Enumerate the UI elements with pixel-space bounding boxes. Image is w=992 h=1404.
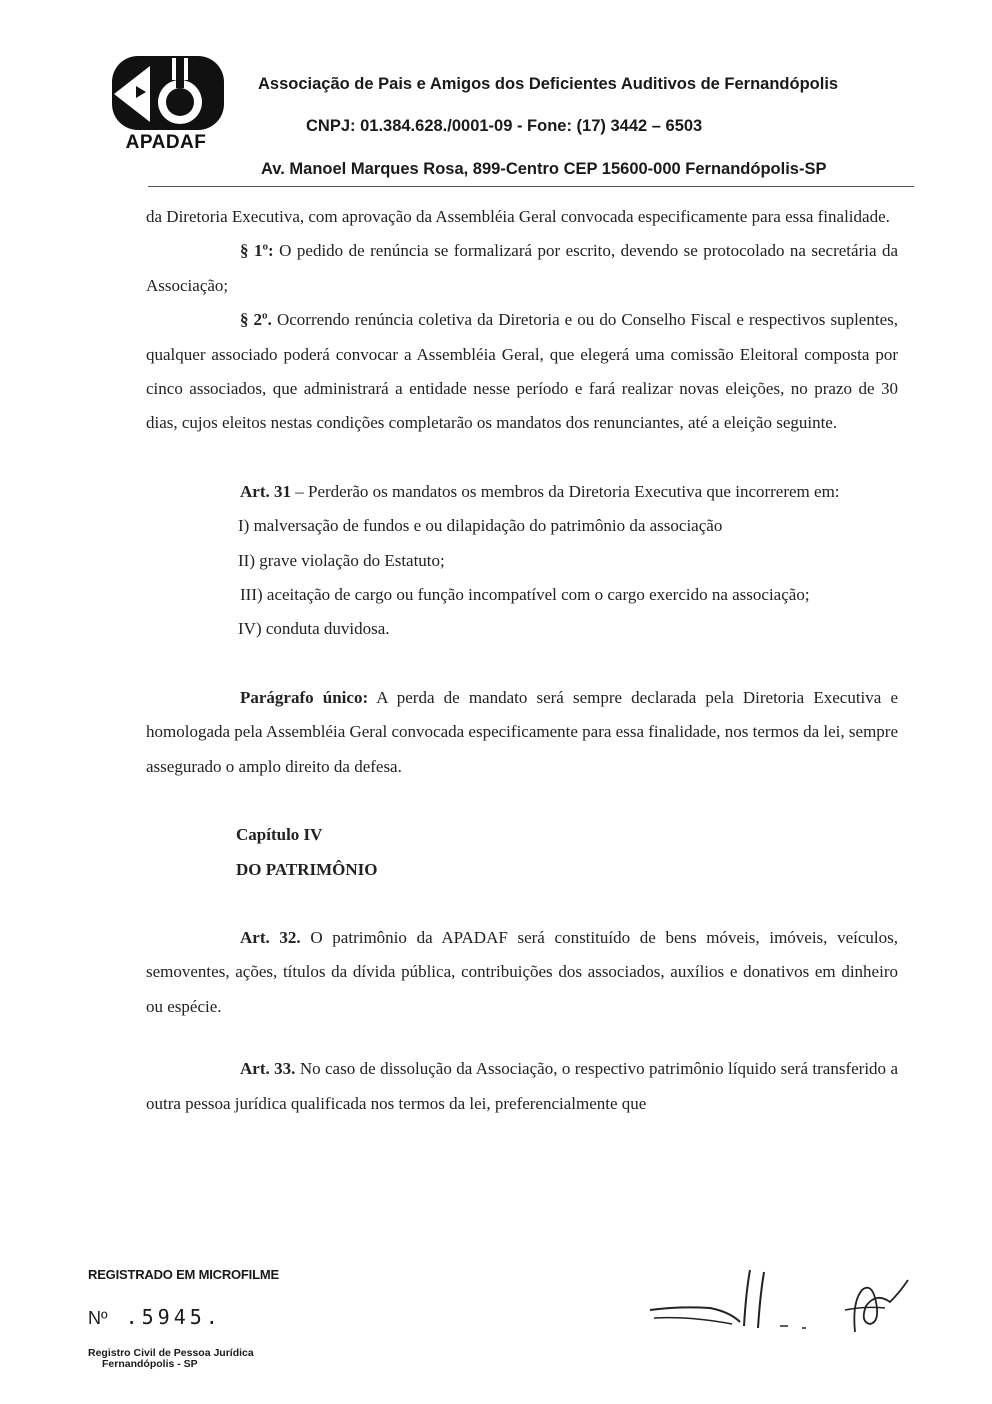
article-32-label: Art. 32. xyxy=(240,927,301,947)
address: Av. Manoel Marques Rosa, 899-Centro CEP 15600-000 Fernandópolis-SP xyxy=(261,160,827,178)
ear-logo-icon xyxy=(104,52,228,140)
paragraph-1-label: § 1º: xyxy=(240,241,274,261)
article-33-text: No caso de dissolução da Associação, o respectivo patrimônio líquido será transferido a outra pessoa jurídica qualificada nos termos da lei, preferencialmente que xyxy=(146,1059,899,1113)
list-item: IV) conduta duvidosa. xyxy=(238,619,390,639)
list-item: I) malversação de fundos e ou dilapidação do patrimônio da associação xyxy=(238,516,723,536)
apadaf-logo xyxy=(104,52,228,158)
paragraph-2-label: § 2º. xyxy=(240,310,272,330)
paragraph-unico-text: A perda de mandato será sempre declarada pela Diretoria Executiva e homologada pela Assembléia Geral convocada especificamente para essa finalidade, nos termos da lei, sempre assegurado o amplo direito da defesa. xyxy=(146,687,898,776)
paragraph-1-text: O pedido de renúncia se formalizará por escrito, devendo se protocolado na secretária da Associação; xyxy=(146,241,899,295)
article-32 xyxy=(146,921,898,1024)
org-name: Associação de Pais e Amigos dos Deficientes Auditivos de Fernandópolis xyxy=(258,75,839,93)
signature xyxy=(640,1262,920,1352)
article-31-text: – Perderão os mandatos os membros da Diretoria Executiva que incorrerem em: xyxy=(290,481,840,501)
article-33 xyxy=(146,1052,898,1121)
civil-registry-stamp xyxy=(88,1348,254,1370)
cnpj-phone: CNPJ: 01.384.628./0001-09 - Fone: (17) 3442 – 6503 xyxy=(306,117,703,135)
civil-registry-line: Registro Civil de Pessoa Jurídica xyxy=(88,1347,254,1359)
paragraph-unico xyxy=(146,681,898,784)
list-item: II) grave violação do Estatuto; xyxy=(238,550,445,570)
number-value: .5945. xyxy=(125,1305,222,1329)
document-body xyxy=(146,200,898,1121)
list-item: III) aceitação de cargo ou função incompatível com o cargo exercido na associação; xyxy=(240,585,810,605)
chapter-title: DO PATRIMÔNIO xyxy=(236,859,378,879)
microfilm-stamp: REGISTRADO EM MICROFILME xyxy=(88,1267,279,1282)
civil-registry-city: Fernandópolis - SP xyxy=(102,1358,198,1370)
logo-text: APADAF xyxy=(125,132,207,153)
paragraph-2-text: Ocorrendo renúncia coletiva da Diretoria e ou do Conselho Fiscal e respectivos suplentes, qualquer associado poderá convocar a Assembléia Geral, que elegerá uma comissão Eleitoral composta por cinco associados, que administrará a entidade nesse período e fará realizar novas eleições, no prazo de 30 dias, cujos eleitos nestas condições completarão os mandatos dos renunciantes, até a eleição seguinte. xyxy=(146,310,898,433)
header-divider xyxy=(148,186,914,187)
paragraph-unico-label: Parágrafo único: xyxy=(240,687,369,707)
paragraph-1 xyxy=(146,234,898,303)
chapter-label: Capítulo IV xyxy=(236,825,323,845)
article-31 xyxy=(146,475,898,509)
article-32-text: O patrimônio da APADAF será constituído de bens móveis, imóveis, veículos, semoventes, ações, títulos da dívida pública, contribuições dos associados, auxílios e donativos em dinheiro ou espécie. xyxy=(146,927,898,1016)
paragraph-continuation: da Diretoria Executiva, com aprovação da Assembléia Geral convocada especificamente para essa finalidade. xyxy=(146,207,890,226)
paragraph-2 xyxy=(146,303,898,441)
article-33-label: Art. 33. xyxy=(240,1059,296,1079)
number-label: Nº xyxy=(88,1308,108,1328)
registration-number xyxy=(88,1305,222,1329)
article-31-label: Art. 31 xyxy=(240,481,291,501)
